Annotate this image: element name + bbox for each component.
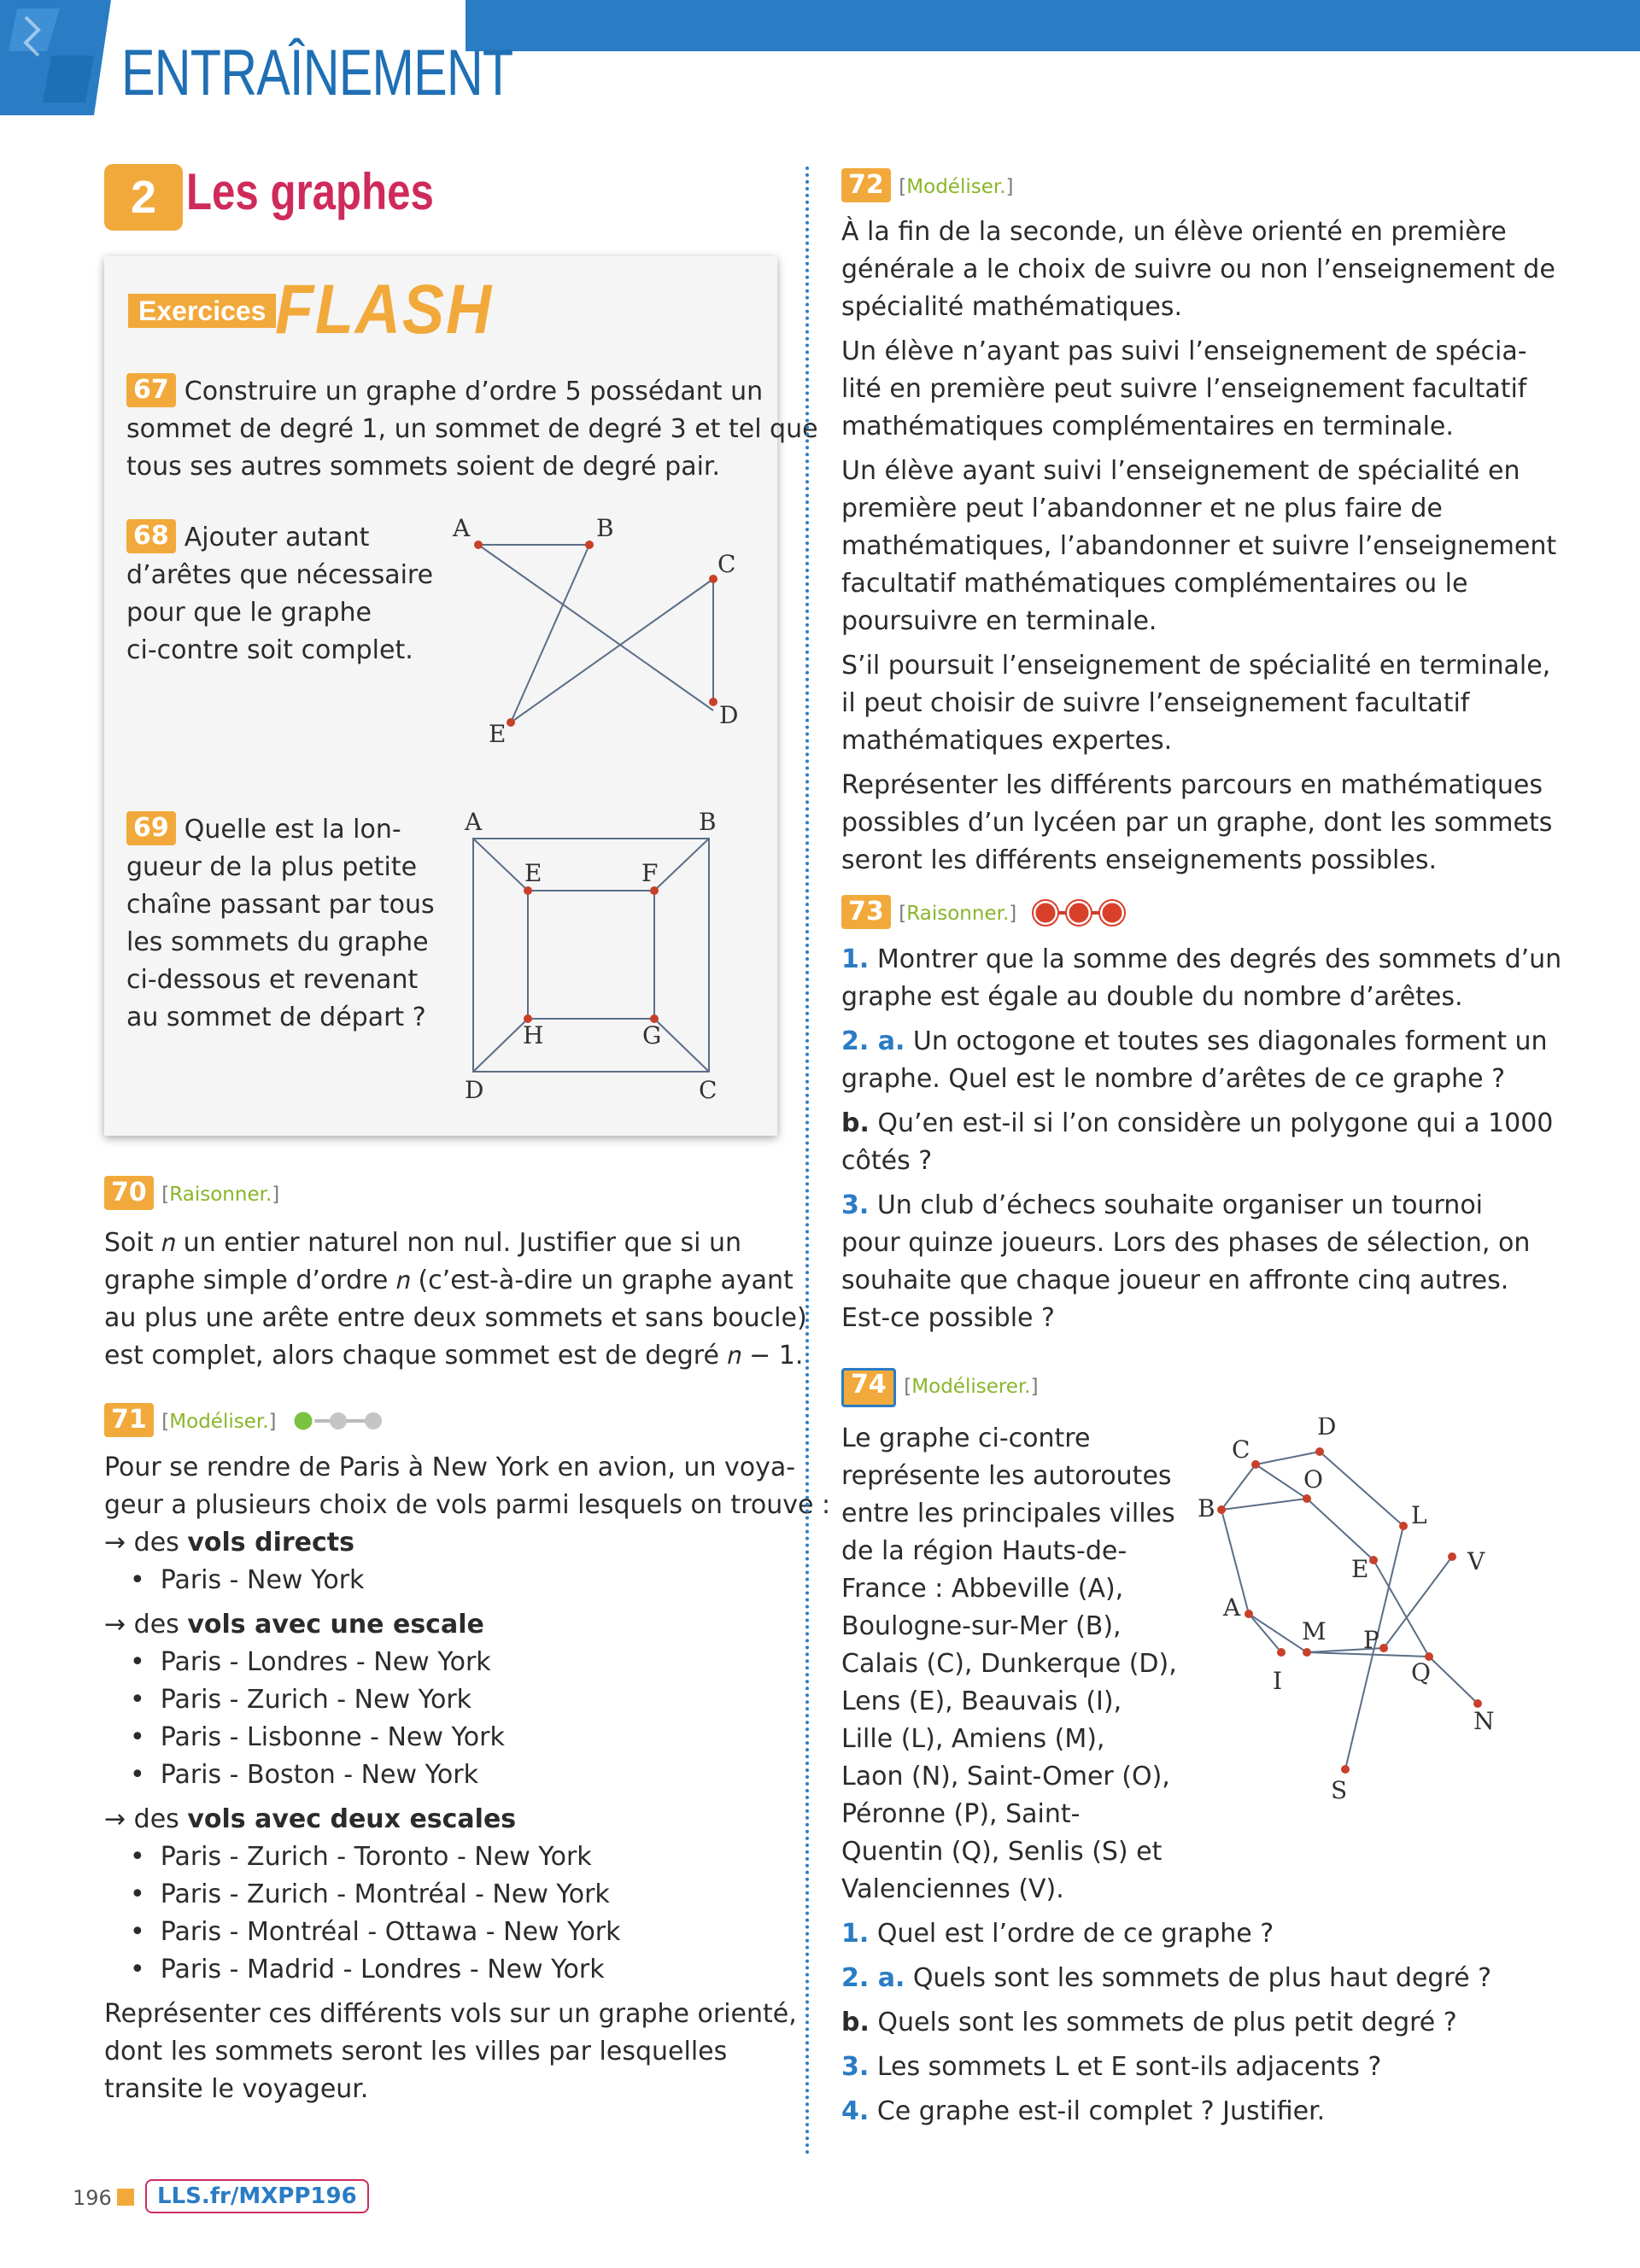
vertex-label: E [489,720,507,748]
header-band [466,0,1640,51]
ex72-line: Un élève ayant suivi l’enseignement de spécialité en [841,456,1520,486]
exercise-69 [126,811,435,1037]
vertex-i [1277,1648,1286,1657]
vertex-label: G [642,1021,662,1049]
ex74-line: Le graphe ci-contre [841,1423,1091,1453]
ex69-line: chaîne passant par tous [126,890,435,920]
exercise-74-header: 74 [Modéliserer.] [841,1368,1039,1407]
ex70-line: Soit 𝑛 un entier naturel non nul. Justifier que si un [104,1228,742,1258]
ex72-line: seront les différents enseignements possibles. [841,845,1437,875]
vertex-a [474,541,483,549]
question-label: 1. [841,1919,870,1949]
vertex-label: E [1351,1555,1369,1583]
vertex-s [1341,1765,1350,1774]
ex72-line: À la fin de la seconde, un élève orienté en première [841,217,1507,247]
vertex-label: M [1302,1617,1327,1645]
ex69-line: les sommets du graphe [126,927,429,957]
vertex-label: A [465,808,483,836]
flight-group-two-stops: → des vols avec deux escales [104,1804,517,1834]
ex68-line: d’arêtes que nécessaire [126,560,434,590]
section-number: 2 [104,164,183,231]
exercise-number-67: 67 [126,373,176,407]
exercise-73-header: 73 [Raisonner.] [841,895,1126,929]
graph-74 [1187,1418,1512,1810]
exercise-70-text [104,1225,807,1375]
flight-group-direct: → des vols directs [104,1528,354,1558]
column-divider [805,167,809,2156]
ex74-line: représente les autoroutes [841,1461,1172,1491]
exercise-number-72: 72 [841,168,891,202]
exercise-number-73: 73 [841,895,891,929]
vertex-c [709,575,718,583]
flight-item: • Paris - Boston - New York [104,1757,830,1794]
ex68-line: Ajouter autant [184,523,370,552]
skill-tag: Modéliser. [169,1411,269,1433]
ex70-line: est complet, alors chaque sommet est de degré 𝑛 − 1. [104,1341,804,1371]
vertex-l [1399,1522,1408,1530]
skill-tag: Modéliser. [906,176,1006,198]
question-label: 1. [841,944,870,974]
ex74-line: Calais (C), Dunkerque (D), [841,1649,1177,1679]
vertex-o [1303,1494,1311,1503]
footer-square [117,2189,134,2206]
vertex-label: N [1473,1707,1495,1735]
ex74-question: Quels sont les sommets de plus petit degré ? [877,2008,1457,2037]
vertex-d [709,698,718,706]
ex74-line: Boulogne-sur-Mer (B), [841,1611,1122,1641]
exercise-70-header: 70 [Raisonner.] [104,1176,279,1210]
vertex-b [1217,1505,1226,1514]
ex72-line: générale a le choix de suivre ou non l’enseignement de [841,254,1555,284]
ex68-line: ci-contre soit complet. [126,635,413,665]
vertex-label: F [641,859,659,887]
vertex-d [1315,1447,1324,1456]
vertex-label: C [1232,1435,1250,1464]
vertex-label: D [1317,1418,1337,1441]
vertex-c [1251,1460,1260,1469]
vertex-v [1448,1552,1456,1561]
exercices-label: Exercices [128,294,276,328]
exercise-71-header: 71 [Modéliser.] [104,1403,385,1437]
page-number: 196 [73,2186,112,2210]
ex74-question: Les sommets L et E sont-ils adjacents ? [876,2052,1382,2082]
ex71-intro: geur a plusieurs choix de vols parmi lesquels on trouve : [104,1490,831,1520]
ex73-line: graphe. Quel est le nombre d’arêtes de ce graphe ? [841,1064,1506,1094]
ex74-question: Ce graphe est-il complet ? Justifier. [876,2096,1326,2126]
ex72-line: mathématiques complémentaires en terminale. [841,412,1454,441]
ex73-line: Est-ce possible ? [841,1303,1055,1333]
ex74-line: Lille (L), Amiens (M), [841,1724,1105,1754]
vertex-label: B [1198,1494,1215,1523]
ex74-line: de la région Hauts-de- [841,1536,1128,1566]
ex71-outro: Représenter ces différents vols sur un graphe orienté, [104,1999,797,2029]
vertex-label: D [719,701,739,729]
exercise-68 [126,519,433,669]
exercise-number-68: 68 [126,519,176,553]
skill-tag: Raisonner. [906,903,1010,925]
ex74-question: Quels sont les sommets de plus haut degré ? [912,1963,1492,1993]
corner-decoration [0,0,111,115]
ex71-outro: transite le voyageur. [104,2074,369,2104]
difficulty-level-3-icon [1032,898,1126,927]
question-label: 4. [841,2096,870,2126]
vertex-label: A [1223,1593,1241,1622]
question-label: 3. [841,1190,870,1220]
vertex-label: I [1273,1667,1283,1695]
ex74-line: Laon (N), Saint-Omer (O), [841,1762,1170,1792]
ex69-line: au sommet de départ ? [126,1002,426,1032]
vertex-a [1245,1610,1253,1618]
question-label: b. [841,1108,870,1138]
vertex-f [650,886,659,895]
ex73-line: Un octogone et toutes ses diagonales forment un [912,1026,1548,1056]
exercise-72-text [841,213,1556,880]
ex74-line: entre les principales villes [841,1499,1175,1529]
exercise-number-69: 69 [126,811,176,845]
ex72-line: spécialité mathématiques. [841,292,1182,322]
question-label: 3. [841,2052,870,2082]
ex74-line: Quentin (Q), Senlis (S) et [841,1837,1163,1867]
difficulty-level-1-icon [291,1408,385,1434]
vertex-e [507,718,515,727]
ex72-line: mathématiques expertes. [841,726,1173,756]
vertex-label: A [453,514,471,542]
ex71-outro: dont les sommets seront les villes par lesquelles [104,2037,728,2066]
ex69-line: Quelle est la lon- [184,815,401,845]
ex74-line: France : Abbeville (A), [841,1574,1124,1604]
flight-item: • Paris - Zurich - New York [104,1681,830,1719]
flight-item: • Paris - Londres - New York [104,1644,830,1681]
ex72-line: première peut l’abandonner et ne plus faire de [841,494,1443,523]
flight-item: • Paris - Lisbonne - New York [104,1719,830,1757]
question-label: b. [841,2008,870,2037]
question-label: 2. a. [841,1963,905,1993]
vertex-label: D [465,1076,484,1104]
ex73-line: Montrer que la somme des degrés des sommets d’un [876,944,1562,974]
flight-item: • Paris - Zurich - Montréal - New York [104,1876,830,1914]
flash-word: FLASH [275,271,493,348]
ex69-line: ci-dessous et revenant [126,965,419,995]
ex67-line: sommet de degré 1, un sommet de degré 3 et tel que [126,414,818,444]
ex70-line: graphe simple d’ordre 𝑛 (c’est-à-dire un graphe ayant [104,1266,794,1295]
graph-68 [436,508,760,756]
flight-item: • Paris - Montréal - Ottawa - New York [104,1914,830,1951]
ex73-line: côtés ? [841,1146,933,1176]
vertex-b [585,541,594,549]
ex73-line: Un club d’échecs souhaite organiser un tournoi [876,1190,1484,1220]
ex72-line: poursuivre en terminale. [841,606,1157,636]
vertex-label: S [1331,1776,1348,1804]
ex73-line: graphe est égale au double du nombre d’arêtes. [841,982,1463,1012]
flight-item: • Paris - Zurich - Toronto - New York [104,1838,830,1876]
exercise-72-header: 72 [Modéliser.] [841,168,1014,202]
question-label: 2. a. [841,1026,905,1056]
ex73-line: souhaite que chaque joueur en affronte cinq autres. [841,1266,1509,1295]
vertex-label: H [523,1021,544,1049]
ex67-line: Construire un graphe d’ordre 5 possédant un [184,377,764,406]
vertex-label: L [1411,1501,1427,1529]
flight-item: • Paris - New York [104,1562,830,1599]
flight-group-one-stop: → des vols avec une escale [104,1610,484,1640]
ex68-line: pour que le graphe [126,598,372,628]
ex72-line: Un élève n’ayant pas suivi l’enseignement de spécia- [841,336,1527,366]
vertex-label: V [1467,1547,1485,1575]
ex69-line: gueur de la plus petite [126,852,418,882]
ex72-line: facultatif mathématiques complémentaires ou le [841,569,1468,599]
graph-69 [453,803,735,1110]
ex73-line: Qu’en est-il si l’on considère un polygone qui a 1000 [877,1108,1554,1138]
vertex-e [524,886,532,895]
ex74-question: Quel est l’ordre de ce graphe ? [876,1919,1274,1949]
exercise-number-70: 70 [104,1176,154,1210]
vertex-label: C [718,550,736,578]
ex72-line: Représenter les différents parcours en mathématiques [841,770,1543,800]
vertex-label: Q [1411,1658,1431,1686]
ex74-line: Lens (E), Beauvais (I), [841,1686,1122,1716]
exercise-67 [126,373,818,486]
vertex-label: B [699,808,717,836]
ex72-line: mathématiques, l’abandonner et suivre l’enseignement [841,531,1557,561]
vertex-e [1369,1556,1378,1564]
ex67-line: tous ses autres sommets soient de degré pair. [126,452,721,482]
vertex-m [1303,1648,1311,1657]
ex72-line: possibles d’un lycéen par un graphe, dont les sommets [841,808,1553,838]
ex74-line: Péronne (P), Saint- [841,1799,1081,1829]
ex73-line: pour quinze joueurs. Lors des phases de sélection, on [841,1228,1531,1258]
ex74-line: Valenciennes (V). [841,1874,1064,1904]
skill-tag: Raisonner. [169,1184,272,1206]
ex72-line: il peut choisir de suivre l’enseignement facultatif [841,688,1470,718]
ex72-line: lité en première peut suivre l’enseignement facultatif [841,374,1527,404]
exercise-73-text [841,941,1561,1337]
skill-tag: Modéliserer. [911,1376,1031,1398]
ex71-intro: Pour se rendre de Paris à New York en avion, un voya- [104,1453,796,1482]
exercise-number-71: 71 [104,1403,154,1437]
vertex-label: B [596,514,614,542]
exercise-number-74: 74 [841,1368,896,1407]
footer-link[interactable]: LLS.fr/MXPP196 [145,2179,369,2213]
ex70-line: au plus une arête entre deux sommets et sans boucle) [104,1303,807,1333]
flight-item: • Paris - Madrid - Londres - New York [104,1951,830,1989]
page-title: ENTRAÎNEMENT [121,37,513,109]
vertex-label: C [699,1076,718,1104]
vertex-label: E [524,859,542,887]
vertex-p [1379,1644,1388,1652]
vertex-label: P [1363,1626,1379,1654]
section-title: Les graphes [186,163,434,220]
vertex-label: O [1303,1465,1323,1493]
exercise-71-text [104,1449,830,2108]
ex72-line: S’il poursuit l’enseignement de spécialité en terminale, [841,651,1551,681]
